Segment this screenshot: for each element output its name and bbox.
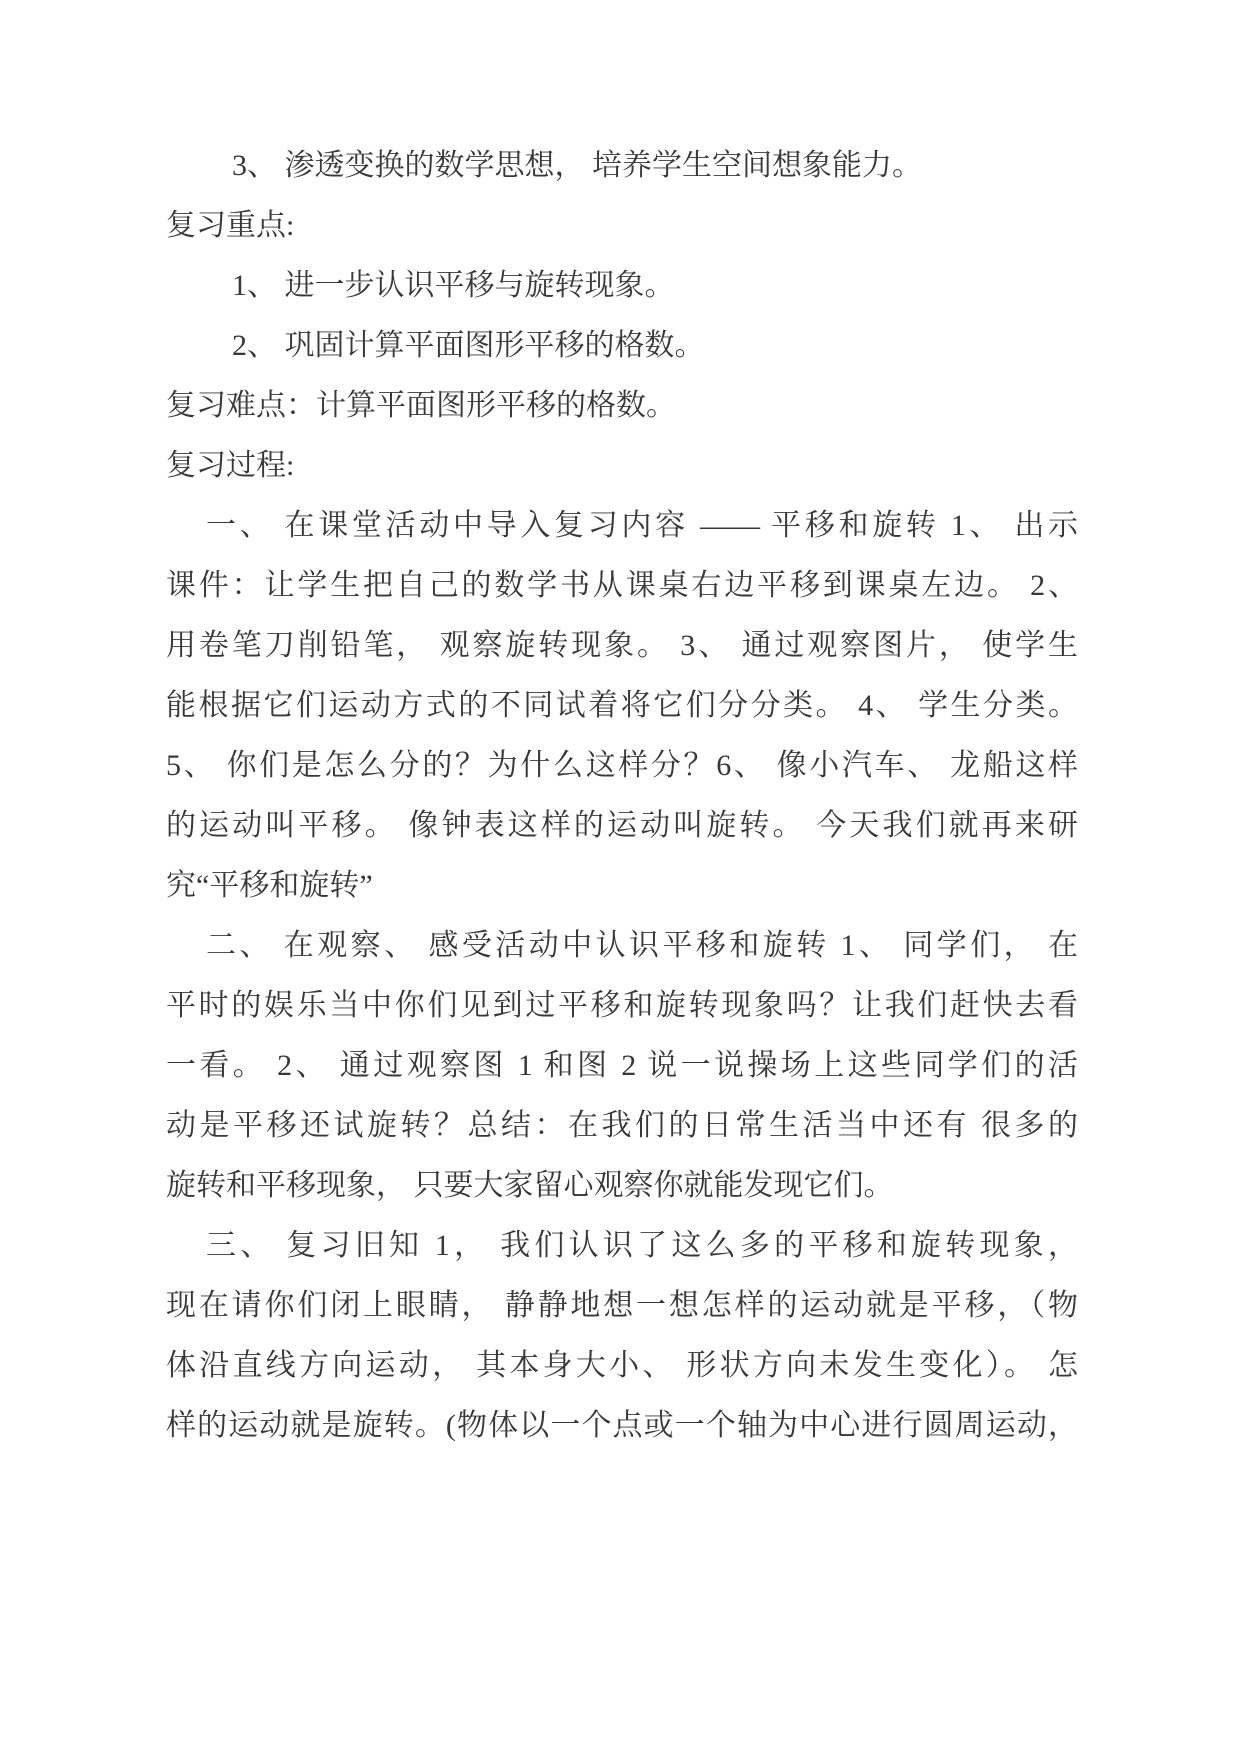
text-line: 动是平移还试旋转？总结：在我们的日常生活当中还有 很多的 [166,1109,1078,1142]
text-line: 旋转和平移现象， 只要大家留心观察你就能发现它们。 [166,1169,894,1202]
document-body [166,136,1078,1456]
text-line: 3、 渗透变换的数学思想， 培养学生空间想象能力。 [232,149,922,182]
text-line: 课件：让学生把自己的数学书从课桌右边平移到课桌左边。 2、 [166,569,1078,602]
text-line: 2、 巩固计算平面图形平移的格数。 [232,329,705,362]
text-line: 一、 在课堂活动中导入复习内容 —— 平移和旋转 1、 出示 [206,509,1078,542]
text-line: 样的运动就是旋转。(物体以一个点或一个轴为中心进行圆周运动， [166,1409,1078,1442]
text-line: 1、 进一步认识平移与旋转现象。 [232,269,675,302]
text-line: 5、 你们是怎么分的？为什么这样分？6、 像小汽车、 龙船这样 [166,749,1078,782]
text-line: 三、 复习旧知 1， 我们认识了这么多的平移和旋转现象， [206,1229,1078,1262]
text-line: 能根据它们运动方式的不同试着将它们分分类。 4、 学生分类。 [166,689,1078,722]
text-line: 现在请你们闭上眼睛， 静静地想一想怎样的运动就是平移，（物 [166,1289,1078,1322]
text-line: 平时的娱乐当中你们见到过平移和旋转现象吗？让我们赶快去看 [166,989,1078,1022]
text-line: 复习重点: [166,209,295,242]
text-line: 一看。 2、 通过观察图 1 和图 2 说一说操场上这些同学们的活 [166,1049,1078,1082]
text-line: 复习难点：计算平面图形平移的格数。 [166,389,676,422]
text-line: 二、 在观察、 感受活动中认识平移和旋转 1、 同学们， 在 [206,929,1078,962]
text-line: 体沿直线方向运动， 其本身大小、 形状方向未发生变化）。 怎 [166,1349,1078,1382]
text-line: 用卷笔刀削铅笔， 观察旋转现象。 3、 通过观察图片， 使学生 [166,629,1078,662]
text-line: 的运动叫平移。 像钟表这样的运动叫旋转。 今天我们就再来研 [166,809,1078,842]
text-line: 究“平移和旋转” [166,869,373,902]
text-line: 复习过程: [166,449,295,482]
